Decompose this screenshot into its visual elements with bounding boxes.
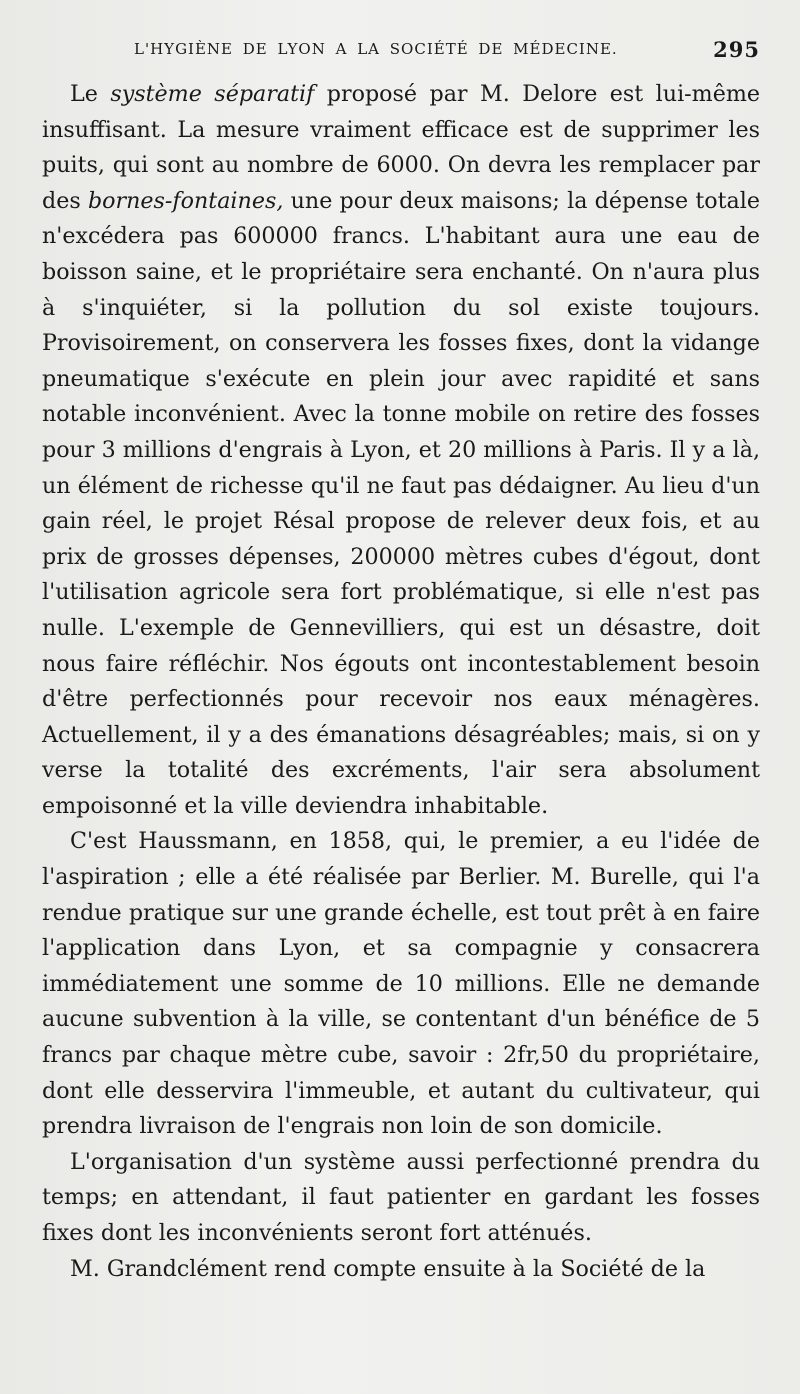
text-segment: proposé par M. Delore est lui-même insuffisant. La mesure vraiment efficace est de supprimer les puits, qui sont au nombre de 6000. On devra les remplacer par des bbox=[42, 81, 760, 214]
text-segment: une pour deux maisons; la dépense totale n'excédera pas 600000 francs. L'habitant aura une eau de boisson saine, et le propriétaire sera enchanté. On n'aura plus à s'inquiéter, si la pollution du sol existe toujours. Provisoirement, on conservera les fosses fixes, dont la vidange pneumatique s'exécute en plein jour avec rapidité et sans notable inconvénient. Avec la tonne mobile on retire des fosses pour 3 millions d'engrais à Lyon, et 20 millions à Paris. Il y a là, un élément de richesse qu'il ne faut pas dédaigner. Au lieu d'un gain réel, le projet Résal propose de relever deux fois, et au prix de grosses dépenses, 200000 mètres cubes d'égout, dont l'utilisation agricole sera fort problématique, si elle n'est pas nulle. L'exemple de Gennevilliers, qui est un désastre, doit nous faire réfléchir. Nos égouts ont incontestablement besoin d'être perfectionnés pour recevoir nos eaux ménagères. Actuellement, il y a des émanations désagréables; mais, si on y verse la totalité des excréments, l'air sera absolument empoisonné et la ville deviendra inhabitable. bbox=[42, 187, 760, 819]
paragraph bbox=[42, 1145, 760, 1252]
text-segment: M. Grandclément rend compte ensuite à la Société de la bbox=[70, 1255, 706, 1282]
page-number: 295 bbox=[713, 37, 760, 62]
paragraph bbox=[42, 77, 760, 824]
running-head bbox=[42, 0, 760, 72]
paragraph bbox=[42, 824, 760, 1144]
italic-segment: bornes-fontaines, bbox=[87, 187, 284, 214]
body-text bbox=[42, 77, 760, 1287]
text-segment: C'est Haussmann, en 1858, qui, le premier, a eu l'idée de l'aspiration ; elle a été réalisée par Berlier. M. Burelle, qui l'a rendue pratique sur une grande échelle, est tout prêt à en faire l'application dans Lyon, et sa compagnie y consacrera immédiatement une somme de 10 millions. Elle ne demande aucune subvention à la ville, se contentant d'un bénéfice de 5 francs par chaque mètre cube, savoir : 2fr,50 du propriétaire, dont elle desservira l'immeuble, et autant du cultivateur, qui prendra livraison de l'engrais non loin de son domicile. bbox=[42, 828, 760, 1140]
italic-segment: système séparatif bbox=[110, 81, 315, 107]
text-segment: L'organisation d'un système aussi perfectionné prendra du temps; en attendant, il faut patienter en gardant les fosses fixes dont les inconvénients seront fort atténués. bbox=[42, 1148, 760, 1246]
paragraph bbox=[42, 1252, 760, 1288]
running-title: L'HYGIÈNE DE LYON A LA SOCIÉTÉ DE MÉDECINE. bbox=[134, 40, 618, 58]
text-segment: Le bbox=[70, 81, 111, 107]
